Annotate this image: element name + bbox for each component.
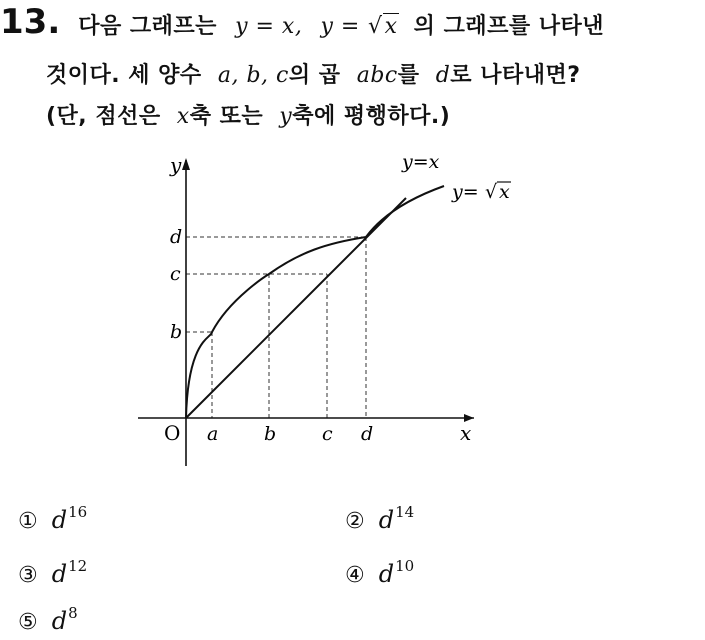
equation-sqrt: √x	[368, 14, 398, 39]
choice-3[interactable]	[18, 557, 87, 588]
choice-2-exponent: 14	[395, 503, 415, 521]
choice-5-base: d	[51, 607, 68, 635]
x-tick-b: b	[264, 423, 277, 445]
question-text-3b: 축 또는	[189, 104, 264, 129]
axis-y-ref: y	[279, 104, 293, 129]
choice-2-base: d	[378, 506, 395, 534]
question-line-3	[46, 99, 450, 130]
x-axis-label: x	[460, 421, 472, 445]
y-axis-label: y	[170, 153, 182, 177]
choice-4-base: d	[378, 560, 395, 588]
curve-label	[451, 181, 511, 203]
question-text-1a: 다음 그래프는	[78, 14, 217, 39]
equation-sqrt-radicand: x	[384, 14, 398, 39]
curve-y-equals-sqrt-x	[186, 186, 444, 418]
variables: a, b, c	[217, 63, 289, 88]
question-text-2a: 것이다. 세 양수	[46, 63, 202, 88]
question-number: 13.	[0, 2, 61, 42]
choice-4-exponent: 10	[395, 557, 415, 575]
choice-4-mark: ④	[345, 563, 365, 588]
line-y-equals-x	[186, 198, 406, 418]
choice-5-mark: ⑤	[18, 610, 38, 635]
choice-3-mark: ③	[18, 563, 38, 588]
choice-2-mark: ②	[345, 509, 365, 534]
question-text-3a: (단, 점선은	[46, 104, 161, 129]
choice-3-exponent: 12	[68, 557, 88, 575]
x-tick-d: d	[361, 423, 374, 445]
question-text-2b: 의 곱	[288, 63, 341, 88]
question-line-1	[0, 2, 604, 42]
question-text-1b: 의 그래프를 나타낸	[413, 14, 604, 39]
axis-x-ref: x	[176, 104, 190, 129]
choice-4[interactable]	[345, 557, 414, 588]
x-tick-c: c	[322, 423, 333, 445]
y-tick-d: d	[170, 226, 183, 248]
product: abc	[356, 63, 398, 88]
function-graph	[130, 148, 550, 478]
equation-sqrt-lhs: y =	[320, 14, 360, 39]
question-text-3c: 축에 평행하다.)	[292, 104, 451, 129]
sqrt-symbol-icon: √	[485, 181, 498, 203]
choice-5-exponent: 8	[68, 604, 78, 622]
y-tick-c: c	[170, 263, 181, 285]
line-label: y=x	[402, 151, 440, 173]
y-axis-arrow-icon	[182, 158, 190, 170]
choice-1[interactable]	[18, 503, 87, 534]
choice-2[interactable]	[345, 503, 414, 534]
choice-5[interactable]	[18, 604, 78, 635]
choice-3-base: d	[51, 560, 68, 588]
equation-line: y = x,	[235, 14, 303, 39]
question-text-2c: 를	[397, 63, 420, 88]
choice-1-exponent: 16	[68, 503, 88, 521]
choice-1-mark: ①	[18, 509, 38, 534]
curve-label-lhs: y=	[452, 181, 479, 203]
curve-label-radicand: x	[499, 181, 510, 203]
question-line-2	[46, 58, 580, 89]
target-variable: d	[435, 63, 451, 88]
origin-label: O	[164, 421, 181, 445]
question-text-2d: 로 나타내면?	[450, 63, 581, 88]
choice-1-base: d	[51, 506, 68, 534]
y-tick-b: b	[170, 321, 183, 343]
x-tick-a: a	[207, 423, 219, 445]
